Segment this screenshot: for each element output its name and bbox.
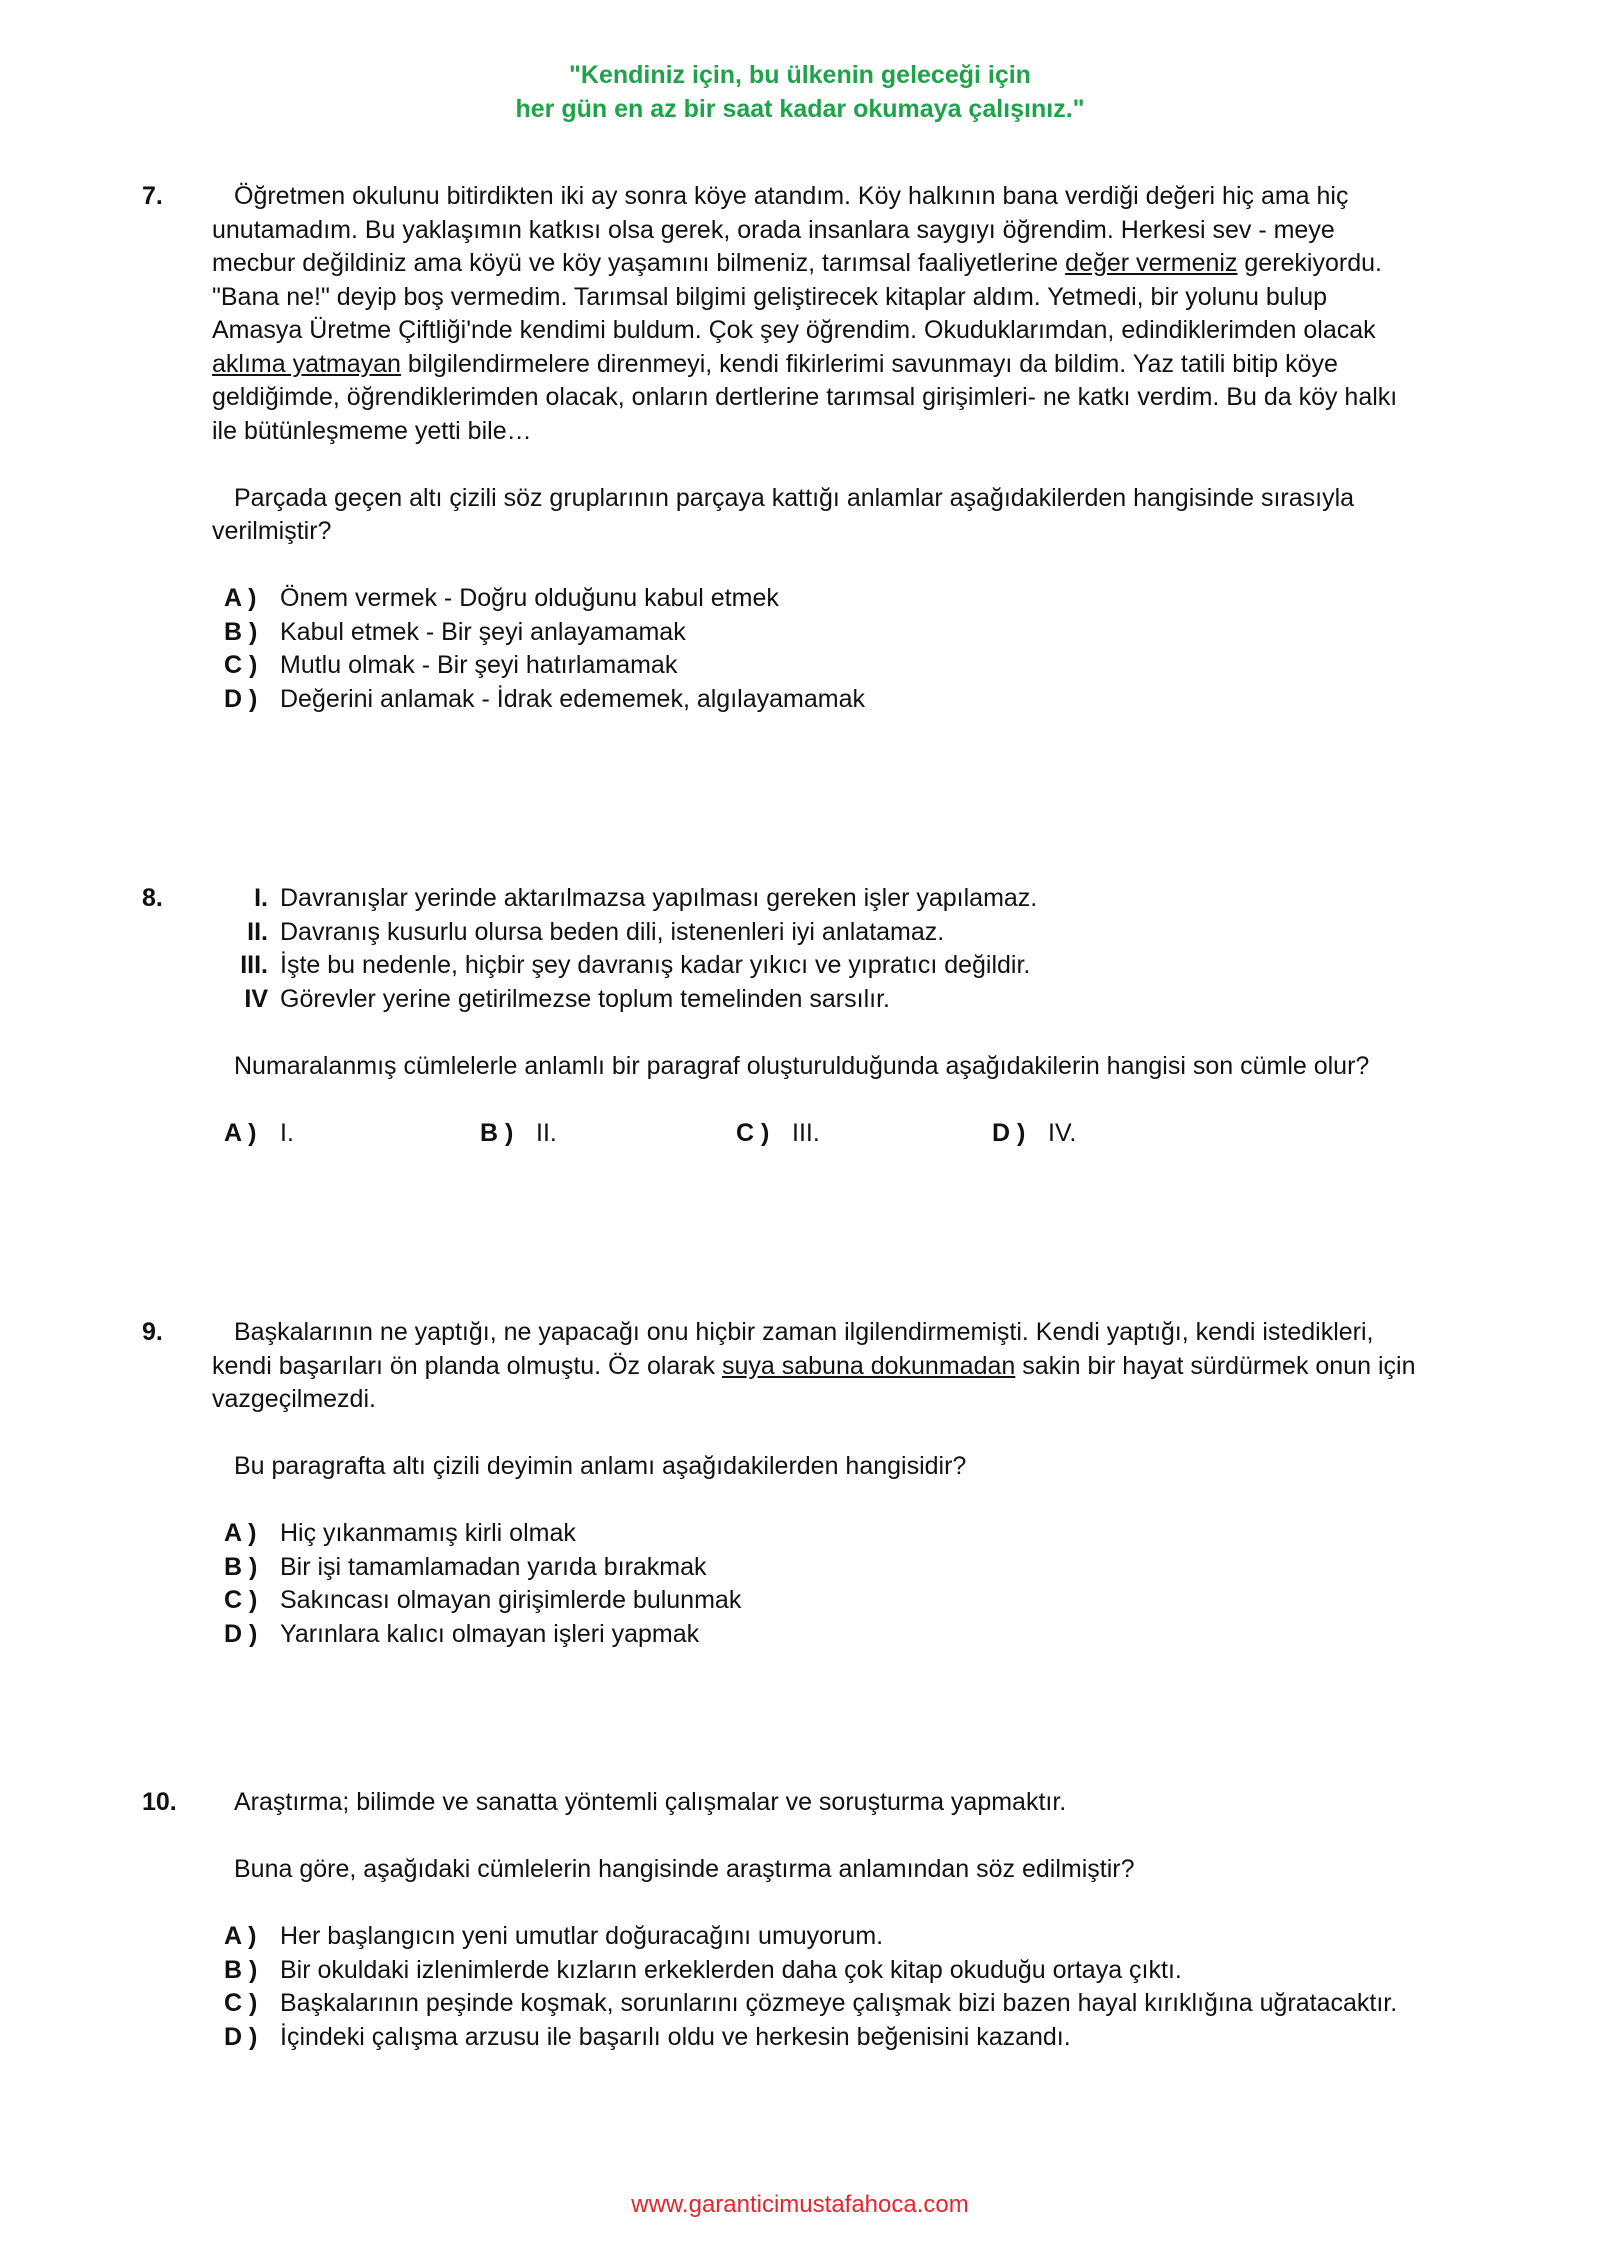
answer-option-c[interactable] [212, 1584, 1422, 1618]
answer-option-a[interactable] [212, 1117, 468, 1151]
passage-text: bilgilendirmelere direnmeyi, kendi fikirlerimi savunmayı da bildim. Yaz tatili bitip köye geldiğimde, öğrendiklerimden olacak, onların dertlerine tarımsal girişimleri- ne katkı verdim. Bu da köy halkı ile bütünleşmeme yetti bile… [212, 349, 1398, 445]
answer-option-d[interactable] [212, 2021, 1422, 2055]
option-label: D ) [224, 1619, 258, 1648]
question-passage [212, 1316, 1422, 1417]
answer-option-d[interactable] [212, 683, 1422, 717]
option-text: Kabul etmek - Bir şeyi anlayamamak [280, 617, 686, 646]
answer-option-a[interactable] [212, 1517, 1422, 1551]
answer-options-row [212, 1117, 1422, 1151]
option-label: C ) [224, 1989, 258, 2017]
option-label: C ) [736, 1118, 770, 1147]
option-text: II. [536, 1118, 557, 1147]
option-text: Bir okuldaki izlenimlerde kızların erkeklerden daha çok kitap okuduğu ortaya çıktı. [280, 1955, 1182, 1984]
roman-numeral: III. [240, 951, 268, 979]
option-text: Mutlu olmak - Bir şeyi hatırlamamak [280, 651, 678, 679]
underlined-phrase: suya sabuna dokunmadan [722, 1351, 1016, 1380]
option-text: İçindeki çalışma arzusu ile başarılı oldu ve herkesin beğenisini kazandı. [280, 2022, 1071, 2051]
option-label: C ) [224, 1586, 258, 1614]
option-text: Her başlangıcın yeni umutlar doğuracağını umuyorum. [280, 1922, 884, 1950]
passage-text: Başkalarının ne yaptığı, ne yapacağı onu hiçbir zaman ilgilendirmemişti. Kendi yaptığı, kendi istedikleri, kendi başarıları ön planda olmuştu. Öz olarak [212, 1318, 1374, 1380]
option-label: D ) [992, 1118, 1026, 1147]
answer-option-b[interactable] [468, 1117, 724, 1151]
sentence-text: Davranışlar yerinde aktarılmazsa yapılması gereken işler yapılamaz. [280, 884, 1038, 912]
answer-option-c[interactable] [212, 649, 1422, 683]
option-label: A ) [224, 1922, 257, 1950]
option-label: A ) [224, 584, 257, 612]
footer-website-link[interactable]: www.garanticimustafahoca.com [631, 2191, 969, 2218]
option-text: Yarınlara kalıcı olmayan işleri yapmak [280, 1619, 700, 1648]
question-stem: Numaralanmış cümlelerle anlamlı bir paragraf oluşturulduğunda aşağıdakilerin hangisi son cümle olur? [234, 1051, 1370, 1080]
question-8 [142, 882, 1422, 1150]
question-stem: Buna göre, aşağıdaki cümlelerin hangisinde araştırma anlamından söz edilmiştir? [234, 1855, 1135, 1883]
option-label: B ) [224, 1955, 258, 1984]
sentence-text: Davranış kusurlu olursa beden dili, istenenleri iyi anlatamaz. [280, 917, 945, 946]
option-label: B ) [480, 1118, 514, 1147]
answer-option-b[interactable] [212, 616, 1422, 650]
question-10 [142, 1786, 1422, 2054]
option-text: III. [792, 1118, 820, 1147]
answer-option-c[interactable] [212, 1987, 1422, 2021]
sentence-text: Görevler yerine getirilmezse toplum temelinden sarsılır. [280, 984, 890, 1013]
option-label: B ) [224, 617, 258, 646]
header-line-1: "Kendiniz için, bu ülkenin geleceği için [569, 61, 1031, 89]
question-number: 9. [142, 1318, 163, 1346]
option-text: Başkalarının peşinde koşmak, sorunlarını çözmeye çalışmak bizi bazen hayal kırıklığına uğratacaktır. [280, 1989, 1398, 2017]
numbered-sentence [212, 916, 1422, 950]
question-passage [212, 180, 1422, 448]
roman-numeral: II. [247, 917, 268, 946]
answer-option-b[interactable] [212, 1954, 1422, 1988]
answer-option-c[interactable] [724, 1117, 980, 1151]
option-label: D ) [224, 684, 258, 713]
option-text: I. [280, 1118, 294, 1147]
roman-numeral: IV [244, 984, 268, 1013]
question-number: 8. [142, 884, 163, 912]
option-label: C ) [224, 651, 258, 679]
numbered-sentence [212, 949, 1422, 983]
underlined-phrase: değer vermeniz [1065, 249, 1238, 277]
underlined-phrase: aklıma yatmayan [212, 349, 401, 378]
answer-option-a[interactable] [212, 1920, 1422, 1954]
question-stem: Parçada geçen altı çizili söz gruplarının parçaya kattığı anlamlar aşağıdakilerden hangisinde sırasıyla verilmiştir? [212, 483, 1355, 545]
question-stem: Bu paragrafta altı çizili deyimin anlamı aşağıdakilerden hangisidir? [234, 1452, 967, 1480]
numbered-sentence [212, 882, 1422, 916]
answer-option-d[interactable] [980, 1117, 1236, 1151]
answer-option-b[interactable] [212, 1551, 1422, 1585]
option-text: Sakıncası olmayan girişimlerde bulunmak [280, 1586, 742, 1614]
option-label: A ) [224, 1118, 257, 1147]
option-text: Değerini anlamak - İdrak edememek, algılayamamak [280, 684, 865, 713]
passage-text: gerekiyordu. "Bana ne!" deyip boş vermedim. Tarımsal bilgimi geliştirecek kitaplar aldım. Yetmedi, bir yolunu bulup Amasya Üretme Çiftliği'nde kendimi buldum. Çok şey öğrendim. Okuduklarımdan, edindiklerimden olacak [212, 249, 1382, 344]
passage-text: sakin bir hayat sürdürmek onun için vazgeçilmezdi. [212, 1351, 1416, 1413]
option-text: Önem vermek - Doğru olduğunu kabul etmek [280, 584, 779, 612]
page-header-motto [0, 58, 1600, 126]
roman-numeral: I. [254, 884, 268, 912]
sentence-text: İşte bu nedenle, hiçbir şey davranış kadar yıkıcı ve yıpratıcı değildir. [280, 951, 1031, 979]
answer-option-a[interactable] [212, 582, 1422, 616]
question-7 [142, 180, 1422, 716]
header-line-2: her gün en az bir saat kadar okumaya çalışınız." [515, 95, 1085, 123]
option-label: D ) [224, 2022, 258, 2051]
option-label: A ) [224, 1519, 257, 1547]
option-text: IV. [1048, 1118, 1077, 1147]
numbered-sentence [212, 983, 1422, 1017]
question-number: 7. [142, 182, 163, 210]
option-label: B ) [224, 1552, 258, 1581]
passage-text: Öğretmen okulunu bitirdikten iki ay sonra köye atandım. Köy halkının bana verdiği değeri hiç ama hiç unutamadım. Bu yaklaşımın katkısı olsa gerek, orada insanlara saygıyı öğrendim. Herkesi sev - meye mecbur değildiniz ama köyü ve köy yaşamını bilmeniz, tarımsal faaliyetlerine [212, 182, 1349, 277]
option-text: Hiç yıkanmamış kirli olmak [280, 1519, 576, 1547]
option-text: Bir işi tamamlamadan yarıda bırakmak [280, 1552, 707, 1581]
question-statement: Araştırma; bilimde ve sanatta yöntemli çalışmalar ve soruşturma yapmaktır. [234, 1788, 1067, 1816]
answer-option-d[interactable] [212, 1618, 1422, 1652]
question-number: 10. [142, 1788, 177, 1816]
question-9 [142, 1316, 1422, 1651]
